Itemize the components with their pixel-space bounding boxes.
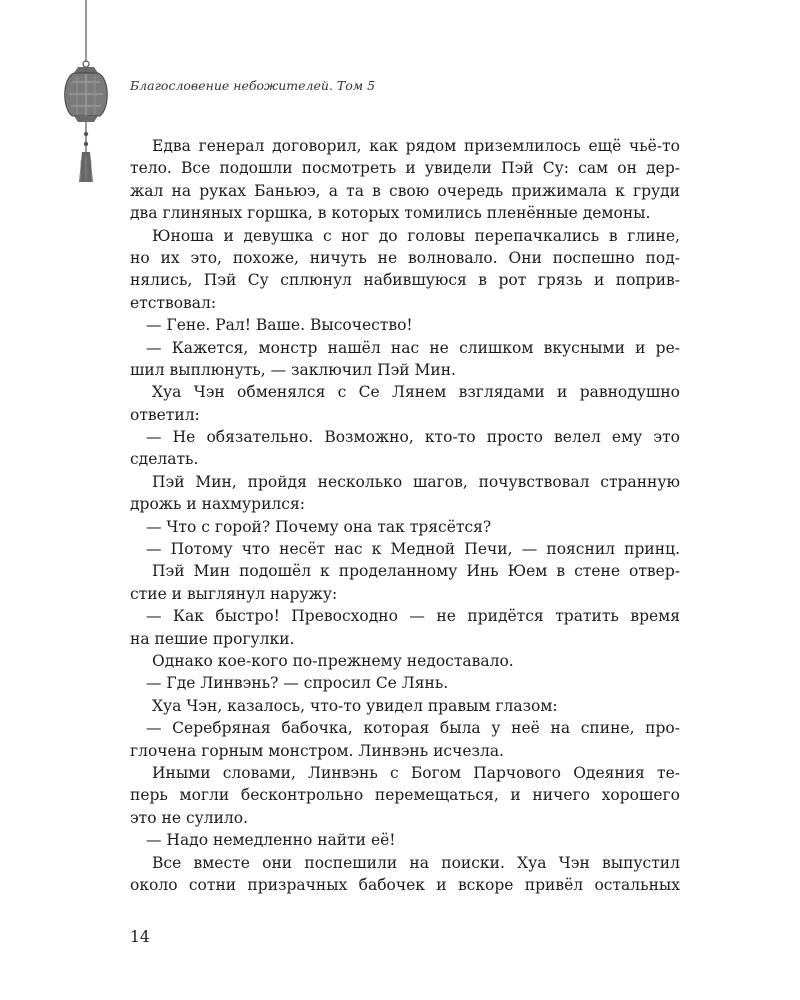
text-line: шил выплюнуть, — заключил Пэй Мин. (130, 360, 456, 379)
text-line: — Как быстро! Превосходно — не придётся тратить время (146, 607, 680, 626)
text-line: перь могли бесконтрольно перемещаться, и ничего хорошего (130, 786, 680, 805)
text-line: Хуа Чэн обменялся с Се Лянем взглядами и равнодушно (152, 383, 680, 402)
text-line: Однако кое-кого по-прежнему недоставало. (152, 651, 514, 670)
body-text (130, 135, 680, 896)
text-line: Иными словами, Линвэнь с Богом Парчового Одеяния те- (152, 763, 680, 782)
text-line: но их это, похоже, ничуть не волновало. Они поспешно под- (130, 248, 680, 267)
text-line: ответил: (130, 405, 200, 424)
text-line: это не сулило. (130, 808, 249, 827)
text-line: два глиняных горшка, в которых томились пленённые демоны. (130, 204, 651, 223)
text-line: тело. Все подошли посмотреть и увидели Пэй Су: сам он дер- (130, 159, 680, 178)
text-line: — Кажется, монстр нашёл нас не слишком вкусными и ре- (146, 338, 680, 357)
text-line: нялись, Пэй Су сплюнул набившуюся в рот грязь и поприв- (130, 271, 680, 290)
text-line: — Где Линвэнь? — спросил Се Лянь. (146, 674, 449, 693)
text-line: дрожь и нахмурился: (130, 495, 305, 514)
text-line: — Надо немедленно найти её! (146, 831, 396, 850)
text-line: Хуа Чэн, казалось, что-то увидел правым глазом: (152, 696, 558, 715)
text-line: Едва генерал договорил, как рядом приземлилось ещё чьё-то (152, 137, 680, 155)
text-line: на пешие прогулки. (130, 629, 295, 648)
text-line: около сотни призрачных бабочек и вскоре привёл остальных (130, 875, 680, 894)
text-line: — Что с горой? Почему она так трясётся? (146, 517, 492, 536)
text-line: — Гене. Рал! Ваше. Высочество! (146, 316, 413, 335)
lantern-ornament-icon (52, 0, 120, 200)
text-line: сделать. (130, 450, 199, 469)
text-line: — Не обязательно. Возможно, кто-то просто велел ему это (146, 428, 680, 447)
text-line: етствовал: (130, 293, 217, 312)
running-head: Благословение небожителей. Том 5 (130, 78, 376, 93)
text-line: жал на руках Баньюэ, а та в свою очередь прижимала к груди (130, 181, 680, 200)
text-line: — Серебряная бабочка, которая была у неё на спине, про- (146, 719, 680, 738)
text-line: Юноша и девушка с ног до головы перепачкались в глине, (152, 226, 680, 245)
text-line: — Потому что несёт нас к Медной Печи, — пояснил принц. (146, 540, 680, 559)
text-line: Пэй Мин подошёл к проделанному Инь Юем в стене отвер- (152, 562, 680, 581)
page-number: 14 (130, 928, 150, 946)
text-line: глочена горным монстром. Линвэнь исчезла. (130, 741, 504, 760)
text-line: Пэй Мин, пройдя несколько шагов, почувствовал странную (152, 472, 680, 491)
text-line: стие и выглянул наружу: (130, 584, 338, 603)
text-line: Все вместе они поспешили на поиски. Хуа Чэн выпустил (152, 853, 680, 872)
